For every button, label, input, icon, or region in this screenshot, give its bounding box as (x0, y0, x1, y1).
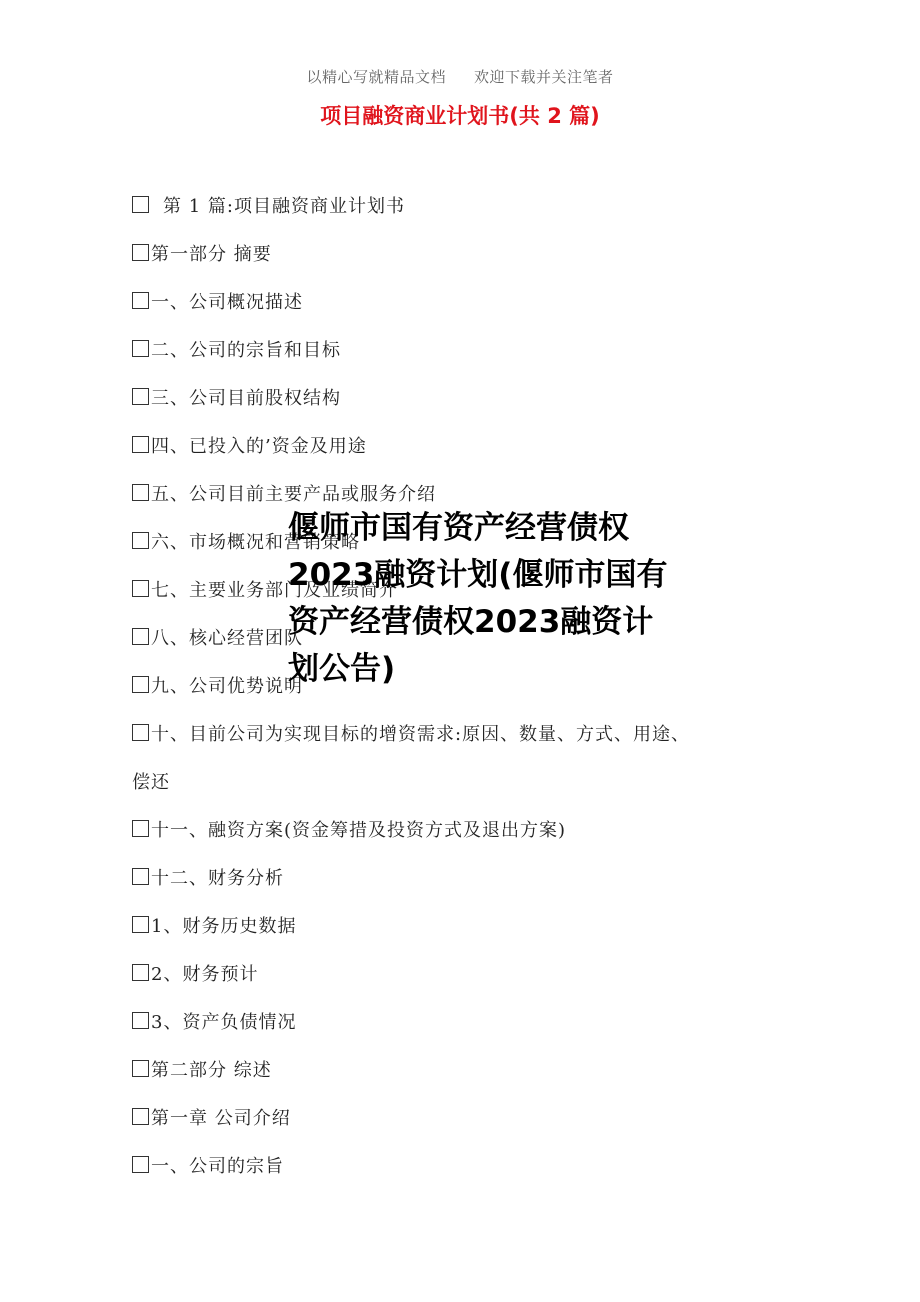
toc-item: 三、公司目前股权结构 (132, 387, 792, 411)
checkbox-icon (132, 964, 149, 981)
checkbox-icon (132, 1060, 149, 1077)
checkbox-icon (132, 244, 149, 261)
header-note-right: 欢迎下载并关注笔者 (474, 68, 614, 86)
toc-item: 八、核心经营团队 (132, 627, 792, 651)
toc-item: 2、财务预计 (132, 963, 792, 987)
toc-item: 一、公司的宗旨 (132, 1155, 792, 1179)
toc-item: 九、公司优势说明 (132, 675, 792, 699)
toc-item: 第二部分 综述 (132, 1059, 792, 1083)
header-note (0, 66, 920, 87)
document-title: 项目融资商业计划书(共 2 篇) (320, 104, 600, 128)
checkbox-icon (132, 292, 149, 309)
checkbox-icon (132, 1012, 149, 1029)
toc-item: 一、公司概况描述 (132, 291, 792, 315)
checkbox-icon (132, 820, 149, 837)
table-of-contents (132, 195, 792, 1203)
checkbox-icon (132, 196, 149, 213)
toc-item: 第一章 公司介绍 (132, 1107, 792, 1131)
toc-item: 七、主要业务部门及业绩简介 (132, 579, 792, 603)
checkbox-icon (132, 580, 149, 597)
checkbox-icon (132, 436, 149, 453)
checkbox-icon (132, 532, 149, 549)
toc-item: 十一、融资方案(资金筹措及投资方式及退出方案) (132, 819, 792, 843)
checkbox-icon (132, 724, 149, 741)
toc-item: 五、公司目前主要产品或服务介绍 (132, 483, 792, 507)
toc-item: 第一部分 摘要 (132, 243, 792, 267)
toc-item: 1、财务历史数据 (132, 915, 792, 939)
checkbox-icon (132, 916, 149, 933)
checkbox-icon (132, 628, 149, 645)
checkbox-icon (132, 388, 149, 405)
toc-item: 十、目前公司为实现目标的增资需求:原因、数量、方式、用途、 偿还 (132, 723, 792, 795)
overlay-title: 偃师市国有资产经营债权2023融资计划(偃师市国有资产经营债权2023融资计划公告) (288, 510, 668, 687)
checkbox-icon (132, 676, 149, 693)
toc-item: 十二、财务分析 (132, 867, 792, 891)
toc-item: 第 1 篇:项目融资商业计划书 (132, 195, 792, 219)
checkbox-icon (132, 484, 149, 501)
toc-item: 六、市场概况和营销策略 (132, 531, 792, 555)
header-note-left: 以精心写就精品文档 (306, 68, 446, 86)
checkbox-icon (132, 868, 149, 885)
checkbox-icon (132, 1108, 149, 1125)
checkbox-icon (132, 1156, 149, 1173)
toc-item: 3、资产负债情况 (132, 1011, 792, 1035)
toc-item-continuation: 偿还 (132, 772, 170, 793)
toc-item: 四、已投入的’资金及用途 (132, 435, 792, 459)
checkbox-icon (132, 340, 149, 357)
toc-item: 二、公司的宗旨和目标 (132, 339, 792, 363)
